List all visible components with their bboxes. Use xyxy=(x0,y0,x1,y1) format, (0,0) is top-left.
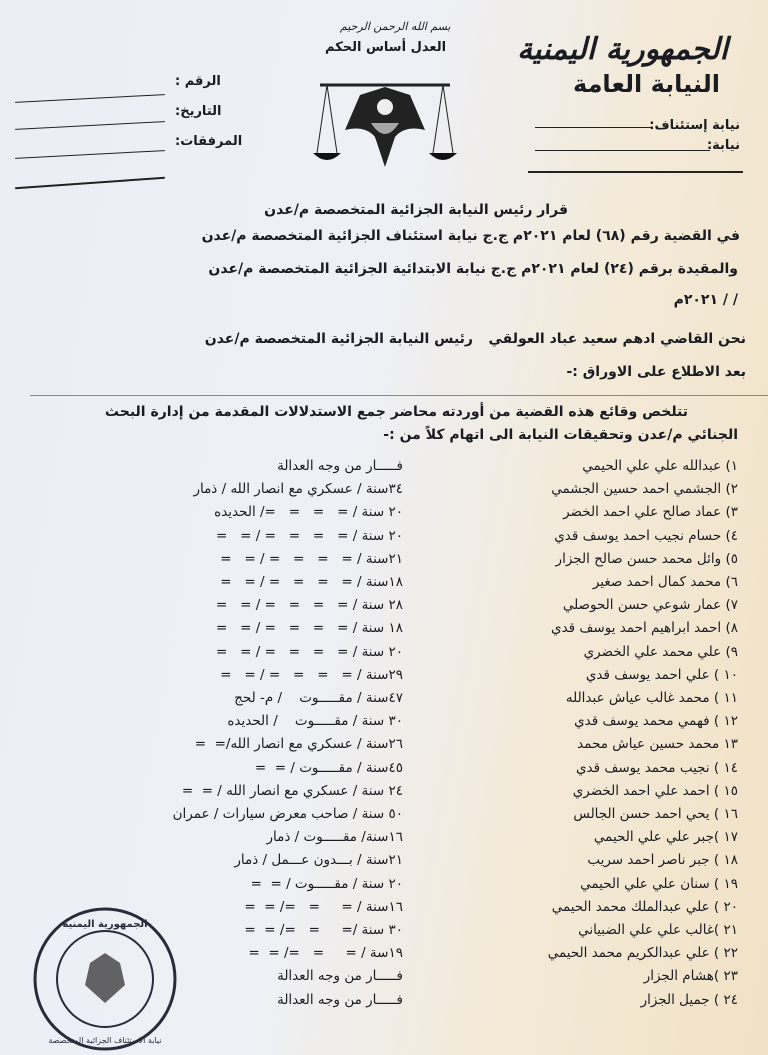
date-line xyxy=(15,121,165,130)
accused-details: فـــــار من وجه العدالة xyxy=(277,458,403,474)
accused-details: ٣٤سنة / عسكري مع انصار الله / ذمار xyxy=(193,481,403,498)
accused-details: ٢٩سنة / = = = = / = = xyxy=(220,666,403,683)
accused-details: ٢٠ سنة / = = = = / = = xyxy=(215,643,403,660)
accused-name: ١٦ ) يحي احمد حسن الجالس xyxy=(573,806,738,822)
accused-details: ١٦سنة / = = =/ = = xyxy=(244,898,403,915)
accused-details: فـــــار من وجه العدالة xyxy=(277,968,403,985)
accused-name: ٦) محمد كمال احمد صغير xyxy=(592,574,738,590)
motto: العدل أساس الحكم xyxy=(325,40,447,55)
after-review: بعد الاطلاع على الاوراق :- xyxy=(566,364,746,380)
judge-name: نحن القاضي ادهم سعيد عباد العولقي xyxy=(488,331,746,347)
summary-line-2: الجنائي م/عدن وتحقيقات النيابة الى اتهام كلاً من :- xyxy=(383,427,738,443)
accused-details: ٣٠ سنة / مقـــــوت / الحديده xyxy=(227,713,403,730)
accused-details: ٢٦سنة / عسكري مع انصار الله/= = xyxy=(194,736,403,753)
registered-line: والمقيدة برقم (٢٤) لعام ٢٠٢١م ج.ج نيابة الابتدائية الجزائية المتخصصة م/عدن xyxy=(208,261,738,277)
accused-details: ٢٠ سنة / مقـــــوت / = = xyxy=(250,875,403,892)
decision-title: قرار رئيس النيابة الجزائية المتخصصة م/عدن xyxy=(264,202,568,218)
svg-text:نيابة الاستئناف الجزائية المتخ: نيابة الاستئناف الجزائية المتخصصة xyxy=(48,1036,162,1045)
letterhead-divider-right xyxy=(528,171,743,173)
official-stamp-icon xyxy=(30,905,180,1053)
accused-name: ١٤ ) نجيب محمد يوسف قدي xyxy=(575,759,738,776)
appeal-prosecution-line xyxy=(535,127,653,128)
accused-name: ١٨ ) جبر ناصر احمد سريب xyxy=(587,852,738,869)
basmala: بسم الله الرحمن الرحيم xyxy=(340,20,451,33)
attachments-line xyxy=(15,150,165,159)
accused-name: ٢١ )غالب علي علي الضبياني xyxy=(578,922,738,938)
date-label: التاريخ: xyxy=(175,104,222,119)
accused-details: ١٨ سنة / = = = = / = = xyxy=(215,620,403,637)
judge-title: رئيس النيابة الجزائية المتخصصة م/عدن xyxy=(204,331,473,347)
accused-name: ١٣ محمد حسين عياش محمد xyxy=(577,736,738,753)
accused-name: ٨) احمد ابراهيم احمد يوسف قدي xyxy=(551,620,738,637)
prosecution-label: نيابة: xyxy=(706,138,740,153)
case-line: في القضية رقم (٦٨) لعام ٢٠٢١م ج.ج نيابة استئناف الجزائية المتخصصة م/عدن xyxy=(201,228,740,244)
accused-name: ٢٣ )هشام الجزار xyxy=(643,968,738,985)
accused-name: ٤) حسام نجيب احمد يوسف قدي xyxy=(554,527,738,544)
appeal-prosecution-label: نيابة إستئناف: xyxy=(649,118,740,133)
accused-name: ١٢ ) فهمي محمد يوسف قدي xyxy=(574,713,738,730)
accused-details: ٢١سنة / بـــدون عـــمل / ذمار xyxy=(234,852,403,869)
accused-name: ١) عبدالله علي علي الحيمي xyxy=(582,458,738,474)
accused-name: ١٩ ) سنان علي علي الحيمي xyxy=(580,875,738,892)
accused-name: ٧) عمار شوعي حسن الحوصلي xyxy=(562,597,738,614)
number-line xyxy=(15,94,165,103)
accused-name: ٣) عماد صالح علي احمد الخضر xyxy=(563,504,738,521)
number-label: الرقم : xyxy=(175,74,221,89)
accused-name: ٢٤ ) جميل الجزار xyxy=(640,991,738,1008)
prosecution-line xyxy=(535,150,710,151)
accused-details: ٥٠ سنة / صاحب معرض سيارات / عمران xyxy=(172,806,403,822)
accused-details: ١٦سنة/ مقـــــوت / ذمار xyxy=(266,829,403,846)
accused-name: ٢٠ ) علي عبدالملك محمد الحيمي xyxy=(551,898,738,915)
accused-details: ١٩سة / = = =/ = = xyxy=(248,945,403,962)
decision-date: / / ٢٠٢١م xyxy=(673,292,738,308)
accused-details: ٢٤ سنة / عسكري مع انصار الله / = = xyxy=(181,782,403,799)
attachments-label: المرفقات: xyxy=(175,134,243,149)
accused-details: ٤٧سنة / مقـــــوت / م- لحج xyxy=(234,690,403,706)
accused-details: ٣٠ سنة /= = =/ = = xyxy=(244,922,403,938)
accused-details: ٢٠ سنة / = = = = / = = xyxy=(215,527,403,544)
yemen-emblem-icon xyxy=(305,75,465,170)
accused-name: ١٠ ) علي احمد يوسف قدي xyxy=(585,666,738,683)
accused-details: ٤٥سنة / مقـــــوت / = = xyxy=(254,759,403,776)
accused-name: ١٥ ) احمد علي احمد الخضري xyxy=(572,782,738,799)
letterhead-divider-left xyxy=(15,177,165,189)
accused-name: ١١ ) محمد غالب عياش عبدالله xyxy=(565,690,738,706)
accused-name: ٩) علي محمد علي الخضري xyxy=(583,643,738,660)
letterhead-authority: النيابة العامة xyxy=(573,70,720,98)
accused-name: ٢٢ ) علي عبدالكريم محمد الحيمي xyxy=(547,945,738,962)
summary-line-1: تتلخص وقائع هذه القضية من أوردته محاضر جمع الاستدلالات المقدمة من إدارة البحث xyxy=(104,404,688,420)
section-divider xyxy=(30,395,768,396)
accused-details: ١٨سنة / = = = = / = = xyxy=(220,574,403,590)
accused-details: ٢١سنة / = = = = / = = xyxy=(220,550,403,567)
svg-text:الجمهورية اليمنية: الجمهورية اليمنية xyxy=(62,919,148,930)
accused-details: فـــــار من وجه العدالة xyxy=(277,991,403,1008)
accused-details: ٢٨ سنة / = = = = / = = xyxy=(215,597,403,614)
accused-details: ٢٠ سنة / = = = =/ الحديده xyxy=(214,504,403,521)
accused-name: ٢) الجشمي احمد حسين الجشمي xyxy=(551,481,738,498)
letterhead-country: الجمهورية اليمنية xyxy=(517,32,728,67)
accused-name: ٥) وائل محمد حسن صالح الجزار xyxy=(555,550,738,567)
accused-name: ١٧ )جبر علي علي الحيمي xyxy=(593,829,738,846)
